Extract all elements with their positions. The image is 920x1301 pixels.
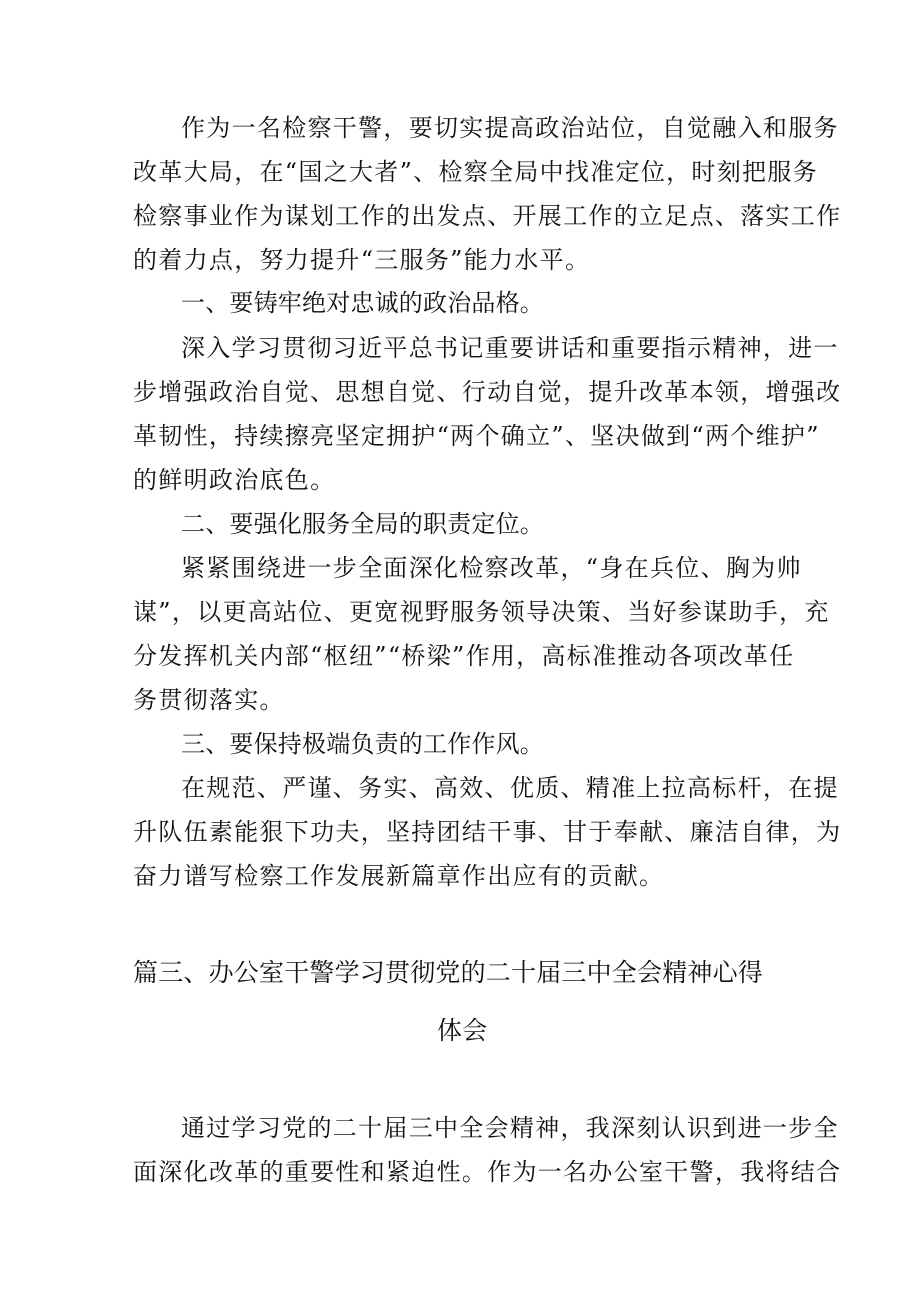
section-1-line-4: 的鲜明政治底色。 bbox=[133, 466, 336, 494]
intro-line-4: 的着力点，努力提升“三服务”能力水平。 bbox=[133, 246, 591, 274]
section-1-heading: 一、要铸牢绝对忠诚的政治品格。 bbox=[181, 289, 544, 317]
section-2-line-3: 分发挥机关内部“枢纽”“桥梁”作用，高标准推动各项改革任 bbox=[133, 642, 795, 670]
intro-line-1: 作为一名检察干警，要切实提高政治站位，自觉融入和服务 bbox=[181, 114, 839, 142]
section-2-line-1: 紧紧围绕进一步全面深化检察改革，“身在兵位、胸为帅 bbox=[181, 554, 802, 582]
section-3-line-3: 奋力谱写检察工作发展新篇章作出应有的贡献。 bbox=[133, 862, 665, 890]
closing-line-2: 面深化改革的重要性和紧迫性。作为一名办公室干警，我将结合 bbox=[133, 1158, 842, 1186]
section-3-line-1: 在规范、严谨、务实、高效、优质、精准上拉高标杆，在提 bbox=[181, 774, 839, 802]
section-1-line-2: 步增强政治自觉、思想自觉、行动自觉，提升改革本领，增强改 bbox=[133, 378, 842, 406]
section-2-heading: 二、要强化服务全局的职责定位。 bbox=[181, 510, 544, 538]
article-title-line-1: 篇三、办公室干警学习贯彻党的二十届三中全会精神心得 bbox=[133, 958, 764, 987]
section-1-line-3: 革韧性，持续擦亮坚定拥护“两个确立”、坚决做到“两个维护” bbox=[133, 422, 820, 450]
section-3-heading: 三、要保持极端负责的工作作风。 bbox=[181, 730, 544, 758]
section-3-line-2: 升队伍素能狠下功夫，坚持团结干事、甘于奉献、廉洁自律，为 bbox=[133, 818, 842, 846]
article-title-line-2: 体会 bbox=[437, 1016, 488, 1045]
intro-line-3: 检察事业作为谋划工作的出发点、开展工作的立足点、落实工作 bbox=[133, 202, 842, 230]
intro-line-2: 改革大局，在“国之大者”、检察全局中找准定位，时刻把服务 bbox=[133, 158, 818, 186]
section-1-line-1: 深入学习贯彻习近平总书记重要讲话和重要指示精神，进一 bbox=[181, 334, 839, 362]
closing-line-1: 通过学习党的二十届三中全会精神，我深刻认识到进一步全 bbox=[181, 1114, 839, 1142]
section-2-line-2: 谋”，以更高站位、更宽视野服务领导决策、当好参谋助手，充 bbox=[133, 598, 830, 626]
section-2-line-4: 务贯彻落实。 bbox=[133, 686, 285, 714]
